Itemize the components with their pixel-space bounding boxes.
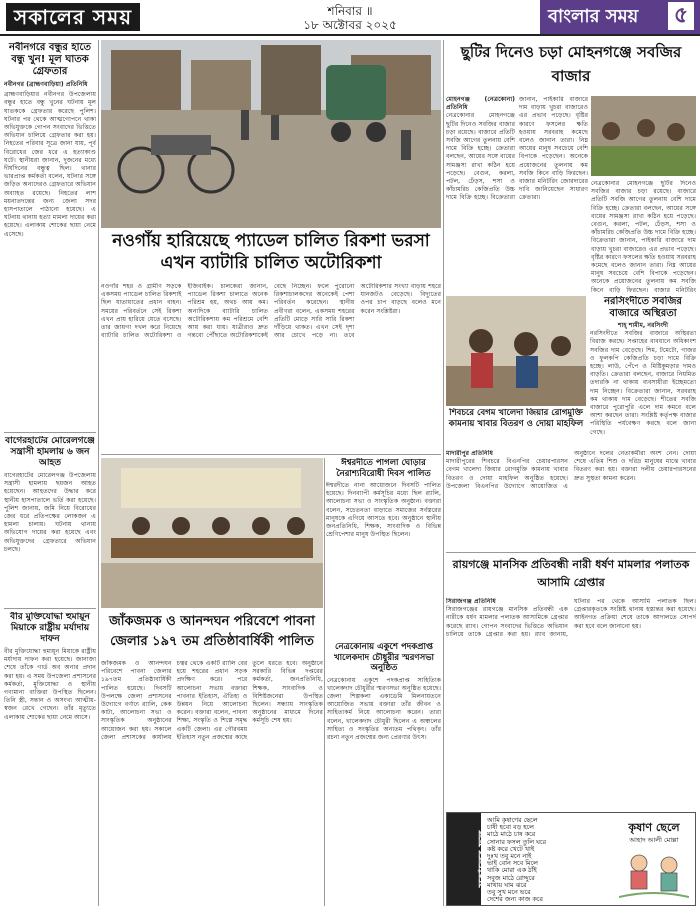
- story-netrokona: [327, 642, 441, 906]
- story-body: নওগাঁর শহর ও গ্রামীণ সড়কে একসময় প্যাডেল চালিত রিকশাই ছিল যাতায়াতের প্রধান বাহন। সময়ের পরিবর্তনে সেই রিকশা এখন প্রায় হারিয়ে যেতে বসেছে। তার জায়গা দখল করে নিয়েছে ব্যাটারি চালিত অটোরিকশা ও ইজিবাইক। চালকেরা জানান, প্যাডেল রিকশা চালাতে অনেক পরিশ্রম হয়, অথচ আয় কম। অন্যদিকে ব্যাটারি চালিত অটোরিকশায় কম পরিশ্রমে বেশি আয় করা যায়। যাত্রীরাও দ্রুত গন্তব্যে পৌঁছাতে অটোরিকশাকেই বেছে নিচ্ছেন। ফলে পুরোনো রিকশাচালকদের অনেকেই পেশা পরিবর্তন করেছেন। স্থানীয় প্রবীণরা বলেন, একসময় শহরের প্রতিটি মোড়ে সারি সারি রিকশা দাঁড়িয়ে থাকত। এখন সেই দৃশ্য আর চোখে পড়ে না। তবে অটোরিকশার সংখ্যা বাড়ায় শহরে যানজটও বেড়েছে। বিদ্যুতের ওপর চাপ বাড়ছে বলেও মনে করেন সংশ্লিষ্টরা।: [101, 283, 441, 340]
- story-left-mid: [4, 436, 96, 606]
- poem-line: কষ্ট করে খেটে খাই: [487, 844, 535, 853]
- child-illustration: [619, 849, 689, 901]
- poem-line: চাষী হবো বড় হলে: [487, 823, 534, 832]
- divider: [4, 432, 96, 433]
- poem-line: মাঠে মাঠে চাষ করে: [487, 830, 536, 839]
- page-number: ৫: [668, 2, 694, 30]
- story-headline: বীর মুক্তিযোদ্ধা হুমায়ূন মিয়াকে রাষ্ট্রীয় মর্যাদায় দাফন: [10, 612, 90, 644]
- story-left-top: [4, 42, 96, 430]
- column-rule: [324, 458, 325, 906]
- poem-line: আমি কৃষাণের ছেলে: [487, 816, 538, 824]
- divider: [101, 454, 441, 455]
- poem-lines: [487, 817, 607, 903]
- issue-date-text: ১৮ অক্টোবর ২০২৫: [303, 18, 397, 32]
- story-body: ঈশ্বরদীতে নানা আয়োজনে দিবসটি পালিত হয়েছে। দিনব্যাপী কর্মসূচির মধ্যে ছিল র‍্যালি, আলোচনা সভা ও সাংস্কৃতিক অনুষ্ঠান। বক্তারা বলেন, সচেতনতা বাড়াতে সমাজের সর্বস্তরের মানুষকে এগিয়ে আসতে হবে। অনুষ্ঠানে স্থানীয় জনপ্রতিনিধি, শিক্ষক, সাংবাদিক ও বিভিন্ন শ্রেণিপেশার মানুষ উপস্থিত ছিলেন।: [326, 482, 441, 539]
- story-headline: নেত্রকোনায় একুশে পদকপ্রাপ্ত খালেকদাদ চৌধুরীর স্মরণসভা অনুষ্ঠিত: [333, 642, 434, 673]
- poem-line: দুঃখ তবু মনে নাই: [487, 852, 532, 861]
- story-body: বীর মুক্তিযোদ্ধা হুমায়ূন মিয়াকে রাষ্ট্রীয় মর্যাদায় দাফন করা হয়েছে। জানাজা শেষে তাঁকে গার্ড অব অনার প্রদান করা হয়। এ সময় উপজেলা প্রশাসনের কর্মকর্তা, মুক্তিযোদ্ধা ও স্থানীয় গণ্যমান্য ব্যক্তিরা উপস্থিত ছিলেন। তিনি স্ত্রী, সন্তান ও অসংখ্য আত্মীয়-স্বজন রেখে গেছেন। তাঁর মৃত্যুতে এলাকায় শোকের ছায়া নেমে আসে।: [4, 648, 96, 721]
- story-body: ব্রাহ্মণবাড়িয়ার নবীনগর উপজেলায় বন্ধুর হাতে বন্ধু খুনের ঘটনায় মূল ঘাতককে গ্রেফতার করেছে পুলিশ। ঘটনার পর থেকে আত্মগোপনে থাকা অভিযুক্তকে গোপন সংবাদের ভিত্তিতে অভিযান চালিয়ে গ্রেফতার করা হয়। নিহতের পরিবার সূত্রে জানা যায়, পূর্ব বিরোধের জের ধরে এ হত্যাকাণ্ড ঘটে। স্থানীয়রা জানান, দুজনের মধ্যে দীর্ঘদিনের বন্ধুত্ব ছিল। থানার ভারপ্রাপ্ত কর্মকর্তা বলেন, ঘটনার সঙ্গে জড়িত অন্যদেরও গ্রেফতারে অভিযান অব্যাহত রয়েছে। নিহতের লাশ ময়নাতদন্তের জন্য জেলা সদর হাসপাতালে পাঠানো হয়েছে। এ ঘটনায় থানায় হত্যা মামলা দায়ের করা হয়েছে। এলাকায় শোকের ছায়া নেমে এসেছে।: [4, 91, 96, 238]
- story-body: সিরাজগঞ্জের রায়গঞ্জে মানসিক প্রতিবন্ধী এক নারীকে ধর্ষণ মামলার পলাতক আসামিকে গ্রেপ্তার করেছে র‍্যাব। গোপন সংবাদের ভিত্তিতে অভিযান চালিয়ে তাকে গ্রেপ্তার করা হয়। র‍্যাব জানায়, ঘটনার পর থেকে আসামি পলাতক ছিল। গ্রেপ্তারকৃতকে সংশ্লিষ্ট থানায় হস্তান্তর করা হয়েছে। আইনগত প্রক্রিয়া শেষে তাকে আদালতে সোপর্দ করা হবে বলে জানানো হয়।: [446, 598, 696, 638]
- newspaper-logo: সকালের সময়: [6, 3, 140, 31]
- issue-date: [240, 4, 460, 32]
- market-photo: [591, 96, 696, 176]
- mohanganj-body: [446, 96, 588, 294]
- section-title: বাংলার সময়: [548, 6, 639, 27]
- story-headline: ঈশ্বরদীতে পাগলা ঘোড়ার নৈরাশ্যবিরোধী দিবস পালিত: [336, 458, 431, 479]
- meeting-illustration: [101, 458, 323, 608]
- rickshaw-photo: [101, 40, 441, 228]
- story-body: মাদারীপুরের শিবচরে বিএনপির চেয়ারপারসন বেগম খালেদা জিয়ার রোগমুক্তি কামনায় খাবার বিতরণ ও দোয়া মাহফিল অনুষ্ঠিত হয়েছে। উপজেলা বিএনপির উদ্যোগে আয়োজিত এ অনুষ্ঠানে দলের নেতাকর্মীরা অংশ নেন। দোয়া শেষে এতিম শিশু ও দরিদ্র মানুষের মাঝে খাবার বিতরণ করা হয়। বক্তারা দলীয় চেয়ারপারসনের দ্রুত সুস্থতা কামনা করেন।: [446, 450, 696, 490]
- story-body: বাগেরহাটের মোরেলগঞ্জ উপজেলায় সন্ত্রাসী হামলায় ছয়জন আহত হয়েছেন। আহতদের উদ্ধার করে স্থানীয় হাসপাতালে ভর্তি করা হয়েছে। পুলিশ জানায়, জমি নিয়ে বিরোধের জের ধরে প্রতিপক্ষের লোকজন এ হামলা চালায়। ঘটনায় থানায় অভিযোগ দায়ের করা হয়েছে এবং অভিযুক্তদের গ্রেফতারে অভিযান চলছে।: [4, 472, 96, 553]
- raiganj-body: [446, 598, 696, 810]
- poem-line: থাকি মোরা এক ঠাঁই: [487, 866, 537, 875]
- story-byline: মাদারীপুর প্রতিনিধি: [446, 450, 493, 457]
- masthead: [0, 0, 700, 36]
- story-ishwardi: [326, 458, 441, 638]
- section-band: [540, 0, 700, 34]
- poem-line: মাথায় ঘাম ঝরে: [487, 880, 527, 889]
- column-rule: [98, 40, 99, 906]
- poem-line: তবু সুখ মনে ভরে: [487, 888, 531, 897]
- poem-line: সবুজ মাঠে রোদ্দুরে: [487, 873, 535, 882]
- pabna-headline: জাঁকজমক ও আনন্দঘন পরিবেশে পাবনা জেলার ১৯৭ তম প্রতিষ্ঠাবার্ষিকী পালিত: [109, 614, 315, 649]
- pabna-body: [101, 660, 323, 906]
- poem-author: আহাদ আলী মোল্লা: [629, 836, 679, 844]
- poem-title: কৃষাণ ছেলে: [628, 821, 680, 834]
- story-byline: মোহনগঞ্জ (নেত্রকোনা) প্রতিনিধি: [446, 96, 515, 112]
- vegetable-market-illustration: [591, 96, 696, 176]
- poem-line: ভাই বোন সবে মিলে: [487, 859, 538, 868]
- divider: [4, 608, 96, 609]
- story-body: নরসিংদীতে সবজির বাজারে অস্থিরতা বিরাজ করছে। সপ্তাহের ব্যবধানে অধিকাংশ সবজির দাম বেড়েছে। শিম, টমেটো, গাজর ও ফুলকপি কেজিপ্রতি চড়া দামে বিক্রি হচ্ছে। লাউ, পেঁপে ও মিষ্টিকুমড়ার দামও বাড়তি। ক্রেতারা বলছেন, বাজারে নিয়মিত তদারকি না থাকায় ব্যবসায়ীরা ইচ্ছেমতো দাম নিচ্ছেন। বিক্রেতারা জানান, সরবরাহ কম থাকায় দাম বেড়েছে। শীতের সবজি বাজারে পুরোপুরি এলে দাম কমবে বলে আশা করছেন তারা। সংশ্লিষ্ট কর্তৃপক্ষ বাজার পরিস্থিতি পর্যবেক্ষণ করছে বলে জানা গেছে।: [590, 330, 696, 436]
- issue-day: শনিবার ॥: [327, 4, 373, 18]
- story-byline: সিরাজগঞ্জ প্রতিনিধি: [446, 598, 496, 605]
- story-byline: শাহ্‌ শামীম, নরসিংদী: [617, 322, 669, 329]
- story-byline: নবীনগর (ব্রাহ্মণবাড়িয়া) প্রতিনিধি: [4, 81, 88, 88]
- story-headline: বাগেরহাটের মোরেলগঞ্জে সন্ত্রাসী হামলায় ৬ জন আহত: [5, 436, 95, 468]
- poem-brand: [447, 813, 489, 905]
- food-distribution-illustration: [446, 296, 586, 406]
- khaleda-headline: শিবচরে বেগম খালেদা জিয়ার রোগমুক্তি কামনায় খাবার বিতরণ ও দোয়া মাহফিল: [448, 408, 584, 429]
- poem-line: সোনার ফসল তুলি ঘরে: [487, 837, 547, 846]
- mohanganj-body-cont: [591, 180, 696, 294]
- story-headline: নবীনগরে বন্ধুর হাতে বন্ধু খুন! মূল ঘাতক গ্রেফতার: [8, 42, 92, 77]
- story-narsingdi: [590, 296, 696, 548]
- street-scene-illustration: [101, 40, 441, 228]
- story-body: নেত্রকোনার মোহনগঞ্জে ছুটির দিনেও সবজির বাজার চড়া রয়েছে। বাজারে প্রতিটি সবজি আগের তুলনায় বেশি দামে বিক্রি হচ্ছে। ক্রেতারা বলছেন, আয়ের সঙ্গে ব্যয়ের সামঞ্জস্য রাখা কঠিন হয়ে পড়েছে। বেগুন, করলা, পটল, ঢেঁড়স, শসা ও কাঁচামরিচ কেজিপ্রতি উচ্চ দামে বিক্রি হচ্ছে। বিক্রেতারা জানান, পাইকারি বাজারে দাম বাড়ায় খুচরা বাজারেও এর প্রভাব পড়েছে। বৃষ্টির কারণে ফসলের ক্ষতি হওয়ায় সরবরাহ কমেছে বলেও জানান তারা। নিম্ন আয়ের মানুষ সবচেয়ে বেশি বিপাকে পড়েছেন। অনেকে প্রয়োজনের তুলনায় কম সবজি কিনে বাড়ি ফিরছেন। বাজার মনিটরিং: [591, 180, 696, 294]
- column-rule: [443, 40, 444, 906]
- raiganj-headline: রায়গঞ্জে মানসিক প্রতিবন্ধী নারী ধর্ষণ মামলার পলাতক আসামি গ্রেপ্তার: [452, 558, 690, 589]
- rickshaw-headline: নওগাঁয় হারিয়েছে প্যাডেল চালিত রিকশা ভরসা এখন ব্যাটারি চালিত অটোরিকশা: [112, 231, 430, 273]
- story-left-bottom: [4, 612, 96, 906]
- story-body: নেত্রকোনায় একুশে পদকপ্রাপ্ত সাহিত্যিক খালেকদাদ চৌধুরীর স্মরণসভা অনুষ্ঠিত হয়েছে। জেলা শিল্পকলা একাডেমি মিলনায়তনে আয়োজিত সভায় বক্তারা তাঁর জীবন ও সাহিত্যকর্ম নিয়ে আলোচনা করেন। তারা বলেন, খালেকদাদ চৌধুরী ছিলেন এ অঞ্চলের সাহিত্য ও সংস্কৃতির অন্যতম পথিকৃৎ। তাঁর রচনা নতুন প্রজন্মের জন্য প্রেরণার উৎস।: [327, 676, 441, 741]
- pabna-photo: [101, 458, 323, 608]
- divider: [446, 552, 696, 553]
- poem-box: [446, 812, 696, 906]
- story-body: জাঁকজমক ও আনন্দঘন পরিবেশে পাবনা জেলার ১৯৭তম প্রতিষ্ঠাবার্ষিকী পালিত হয়েছে। দিবসটি উপলক্ষে জেলা প্রশাসনের উদ্যোগে বর্ণাঢ্য র‍্যালি, কেক কাটা, আলোচনা সভা ও সাংস্কৃতিক অনুষ্ঠানের আয়োজন করা হয়। সকালে জেলা প্রশাসকের কার্যালয় চত্বর থেকে একটি র‍্যালি বের হয়ে শহরের প্রধান সড়ক প্রদক্ষিণ করে। পরে আলোচনা সভায় বক্তারা পাবনার ইতিহাস, ঐতিহ্য ও উন্নয়ন নিয়ে আলোচনা করেন। বক্তারা বলেন, পাবনা শিক্ষা, সংস্কৃতি ও শিল্পে সমৃদ্ধ একটি জেলা। এর গৌরবময় ইতিহাস নতুন প্রজন্মের কাছে তুলে ধরতে হবে। অনুষ্ঠানে সরকারি বিভিন্ন দপ্তরের কর্মকর্তা, জনপ্রতিনিধি, শিক্ষক, সাংবাদিক ও বিশিষ্টজনেরা উপস্থিত ছিলেন। সন্ধ্যায় সাংস্কৃতিক অনুষ্ঠানের মাধ্যমে দিনের কর্মসূচি শেষ হয়।: [101, 660, 323, 741]
- relief-photo: [446, 296, 586, 406]
- poem-brand-text: সকালের ফুল: [475, 830, 489, 888]
- mohanganj-headline: ছুটির দিনেও চড়া মোহনগঞ্জে সবজির বাজার: [460, 43, 682, 85]
- rickshaw-body: [101, 283, 441, 451]
- story-body: নেত্রকোনার মোহনগঞ্জে ছুটির দিনেও সবজির বাজার চড়া রয়েছে। বাজারে প্রতিটি সবজি আগের তুলনায় বেশি দামে বিক্রি হচ্ছে। ক্রেতারা বলছেন, আয়ের সঙ্গে ব্যয়ের সামঞ্জস্য রাখা কঠিন হয়ে পড়েছে। বেগুন, করলা, পটল, ঢেঁড়স, শসা ও কাঁচামরিচ কেজিপ্রতি উচ্চ দামে বিক্রি হচ্ছে। বিক্রেতারা জানান, পাইকারি বাজারে দাম বাড়ায় খুচরা বাজারেও এর প্রভাব পড়েছে। বৃষ্টির কারণে ফসলের ক্ষতি হওয়ায় সরবরাহ কমেছে বলেও জানান তারা। নিম্ন আয়ের মানুষ সবচেয়ে বেশি বিপাকে পড়েছেন। অনেকে প্রয়োজনের তুলনায় কম সবজি কিনে বাড়ি ফিরছেন। বাজার মনিটরিং জোরদারের দাবি জানিয়েছেন সাধারণ ক্রেতারা।: [446, 96, 588, 202]
- poem-line: দেশের জন্য কাজ করে: [487, 895, 543, 904]
- story-headline: নরসিংদীতে সবজির বাজারে অস্থিরতা: [604, 296, 682, 319]
